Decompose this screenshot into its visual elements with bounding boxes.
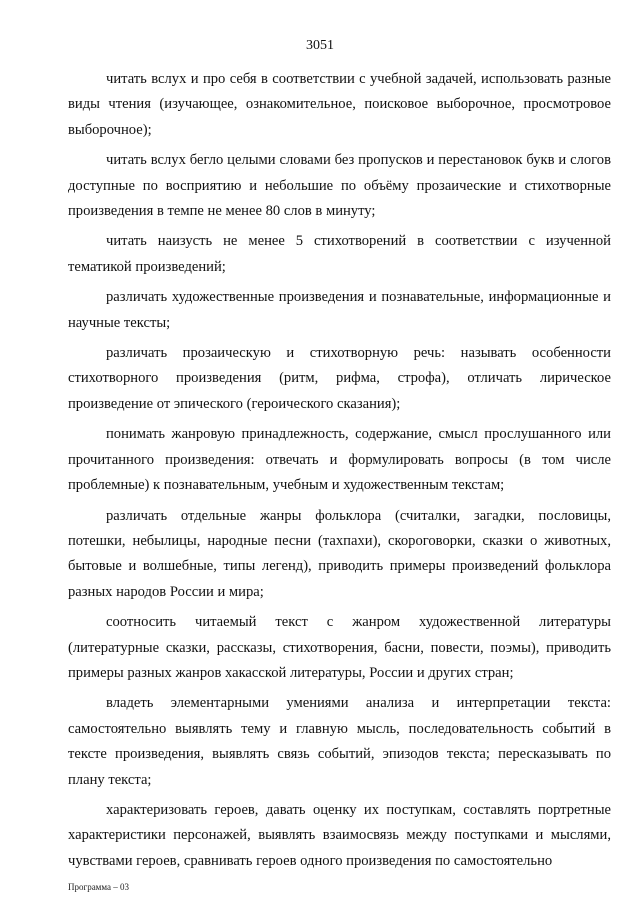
paragraph: понимать жанровую принадлежность, содержание, смысл прослушанного или прочитанного произведения: отвечать и формулировать вопросы (в том числе проблемные) к познавательным, учебным и художественным текстам; [68,426,611,494]
paragraph: соотносить читаемый текст с жанром художественной литературы (литературные сказки, рассказы, стихотворения, басни, повести, поэмы), приводить примеры разных жанров хакасской литературы, России и других стран; [68,614,611,681]
page-number: 3051 [306,38,334,53]
paragraph: читать наизусть не менее 5 стихотворений в соответствии с изученной тематикой произведений; [68,233,611,275]
paragraph: читать вслух бегло целыми словами без пропусков и перестановок букв и слогов доступные по восприятию и небольшие по объёму прозаические и стихотворные произведения в темпе не менее 80 слов в минуту; [68,152,611,220]
document-body [68,67,611,879]
paragraph: владеть элементарными умениями анализа и интерпретации текста: самостоятельно выявлять тему и главную мысль, последовательность событий в тексте произведения, выявлять связь событий, эпизодов текста; пересказывать по плану текста; [68,695,611,788]
paragraph: различать художественные произведения и познавательные, информационные и научные тексты; [68,289,611,331]
paragraph: читать вслух и про себя в соответствии с учебной задачей, использовать разные виды чтения (изучающее, ознакомительное, поисковое выборочное, просмотровое выборочное); [68,71,611,138]
paragraph: различать отдельные жанры фольклора (считалки, загадки, пословицы, потешки, небылицы, народные песни (тахпахи), скороговорки, сказки о животных, бытовые и волшебные, типы легенд), приводить примеры произведений фольклора разных народов России и мира; [68,507,611,600]
footer-label: Программа – 03 [68,882,130,892]
paragraph: различать прозаическую и стихотворную речь: называть особенности стихотворного произведения (ритм, рифма, строфа), отличать лирическое произведение от эпического (героического сказания); [68,345,611,412]
paragraph: характеризовать героев, давать оценку их поступкам, составлять портретные характеристики персонажей, выявлять взаимосвязь между поступками и мыслями, чувствами героев, сравнивать героев одного произведения по самостоятельно [68,801,611,869]
